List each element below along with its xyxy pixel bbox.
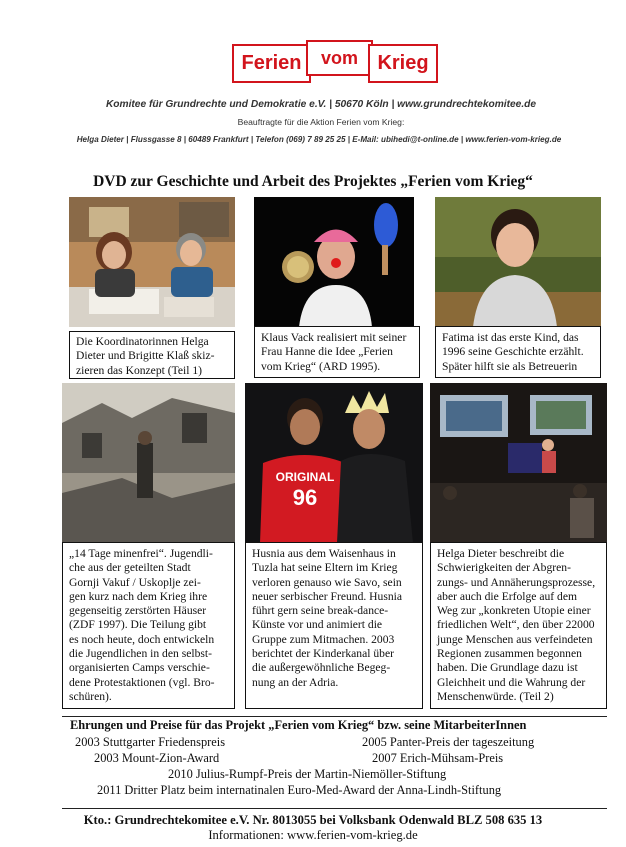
caption-coordinators: Die Koordinatorinnen Helga Dieter und Brigitte Klaß skiz- zieren das Konzept (Teil 1) (69, 331, 235, 379)
photo-husnia-savo (245, 383, 423, 543)
header-organisation: Komitee für Grundrechte und Demokratie e.V. | 50670 Köln | www.grundrechtekomitee.de (105, 99, 537, 110)
page-title: DVD zur Geschichte und Arbeit des Projektes „Ferien vom Krieg“ (93, 173, 533, 190)
caption-fatima: Fatima ist das erste Kind, das 1996 seine Geschichte erzählt. Später hilft sie als Betreuerin (435, 326, 601, 378)
photo-fatima (435, 197, 601, 327)
logo-krieg (368, 44, 438, 83)
bank-details: Kto.: Grundrechtekomitee e.V. Nr. 8013055 bei Volksbank Odenwald BLZ 508 635 13 (83, 813, 543, 827)
divider-awards-bottom (62, 808, 607, 809)
caption-husnia: Husnia aus dem Waisenhaus in Tuzla hat seine Eltern im Krieg verloren genauso wie Savo, sein neuer serbischer Freund. Husnia führt gern seine break-dance- Künste vor und animiert die Gruppe zum Mitmachen. 2003 berichtet der Kinderkanal über die außergewöhnliche Begeg- nung an der Adria. (245, 542, 423, 709)
award-item: 2005 Panter-Preis der tageszeitung (362, 735, 535, 749)
photo-klaus-vack (254, 197, 414, 327)
logo-word-vom: vom (320, 47, 358, 68)
photo-coordinators (69, 197, 235, 327)
header-commissioned: Beauftragte für die Aktion Ferien vom Krieg: (237, 117, 405, 127)
photo-helga-lecture (430, 383, 607, 543)
award-item: 2003 Stuttgarter Friedenspreis (75, 735, 226, 749)
logo-vom (306, 40, 373, 76)
header-contact: Helga Dieter | Flussgasse 8 | 60489 Frankfurt | Telefon (069) 7 89 25 25 | E-Mail: ubihedi@t-online.de | www.ferien-vom-krieg.de (76, 135, 562, 144)
logo-ferien (232, 44, 311, 83)
awards-heading: Ehrungen und Preise für das Projekt „Ferien vom Krieg“ bzw. seine MitarbeiterInnen (70, 718, 527, 732)
shirt-word: ORIGINAL (275, 470, 335, 484)
award-item: 2011 Dritter Platz beim internatinalen Euro-Med-Award der Anna-Lindh-Stiftung (97, 783, 502, 797)
award-item: 2003 Mount-Zion-Award (94, 751, 220, 765)
logo-word-krieg: Krieg (377, 52, 429, 74)
caption-helga-lecture: Helga Dieter beschreibt die Schwierigkeiten der Abgren- zungs- und Annäherungsprozesse, aber auch die Erfolge auf dem Weg zur „konkreten Utopie einer friedlichen Welt“, den über 22000 junge Menschen aus verfeindeten Regionen zusammen begonnen haben. Die Grundlage dazu ist Gleichheit und die Wahrung der Menschenwürde. (Teil 2) (430, 542, 607, 709)
info-line: Informationen: www.ferien-vom-krieg.de (208, 828, 418, 842)
caption-ruins: „14 Tage minenfrei“. Jugendli- che aus der geteilten Stadt Gornji Vakuf / Uskoplje zei- gen kurz nach dem Krieg ihre gegenseitig zerstörten Häuser (ZDF 1997). Die Teilung gibt es noch heute, doch entwickeln die Jugendlichen in den selbst- organisierten Camps verschie- dene Protestaktionen (vgl. Bro- schüren). (62, 542, 235, 709)
award-item: 2010 Julius-Rumpf-Preis der Martin-Niemöller-Stiftung (168, 767, 447, 781)
divider-awards-top (62, 716, 607, 717)
shirt-number: 96 (292, 485, 318, 510)
caption-klaus-vack: Klaus Vack realisiert mit seiner Frau Hanne die Idee „Ferien vom Krieg“ (ARD 1995). (254, 326, 420, 378)
photo-ruins (62, 383, 235, 543)
logo-word-ferien: Ferien (241, 52, 302, 74)
award-item: 2007 Erich-Mühsam-Preis (372, 751, 504, 765)
